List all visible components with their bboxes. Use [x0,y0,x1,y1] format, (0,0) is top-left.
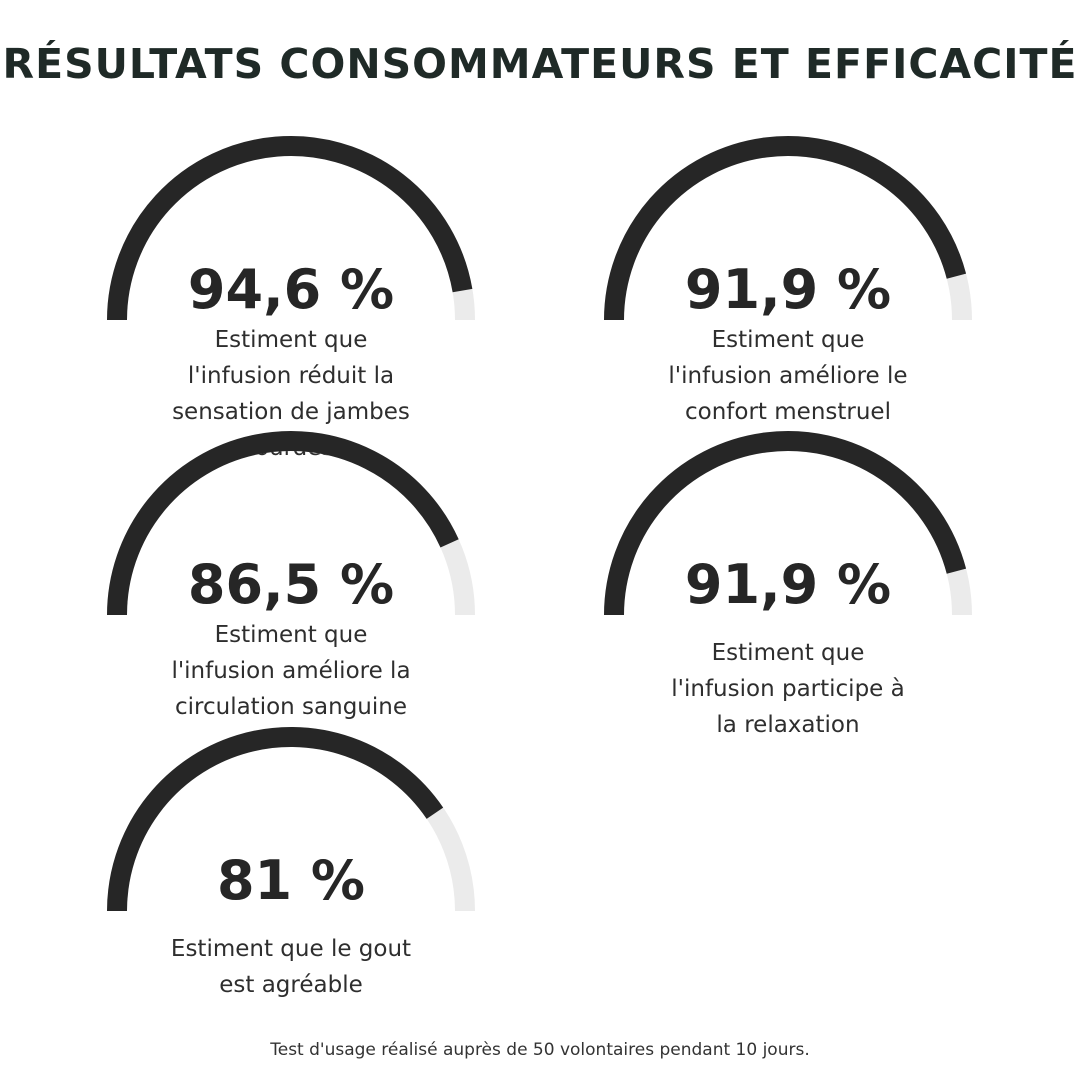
gauge-gout [91,721,491,1021]
gauge-jambes-lourdes [91,130,491,461]
gauge-value: 94,6 % [187,258,395,321]
gauge-caption: Estiment que l'infusion réduit la sensation de jambes lourdes [172,327,410,461]
page-title: RÉSULTATS CONSOMMATEURS ET EFFICACITÉ [2,40,1078,88]
gauge-caption: Estiment que l'infusion améliore le confort menstruel [668,327,908,425]
gauge-caption: Estiment que le gout est agréable [170,936,412,998]
gauge-value: 91,9 % [684,553,892,616]
gauge-caption: Estiment que l'infusion améliore la circulation sanguine [171,622,411,720]
gauge-circulation-sanguine [91,425,491,725]
gauge-value: 86,5 % [187,553,395,616]
gauge-value: 91,9 % [684,258,892,321]
gauge-confort-menstruel [588,130,988,430]
gauge-caption: Estiment que l'infusion participe à la relaxation [671,640,905,738]
footnote: Test d'usage réalisé auprès de 50 volontaires pendant 10 jours. [270,1040,810,1060]
gauge-relaxation [588,425,988,738]
gauge-value: 81 % [216,849,366,912]
